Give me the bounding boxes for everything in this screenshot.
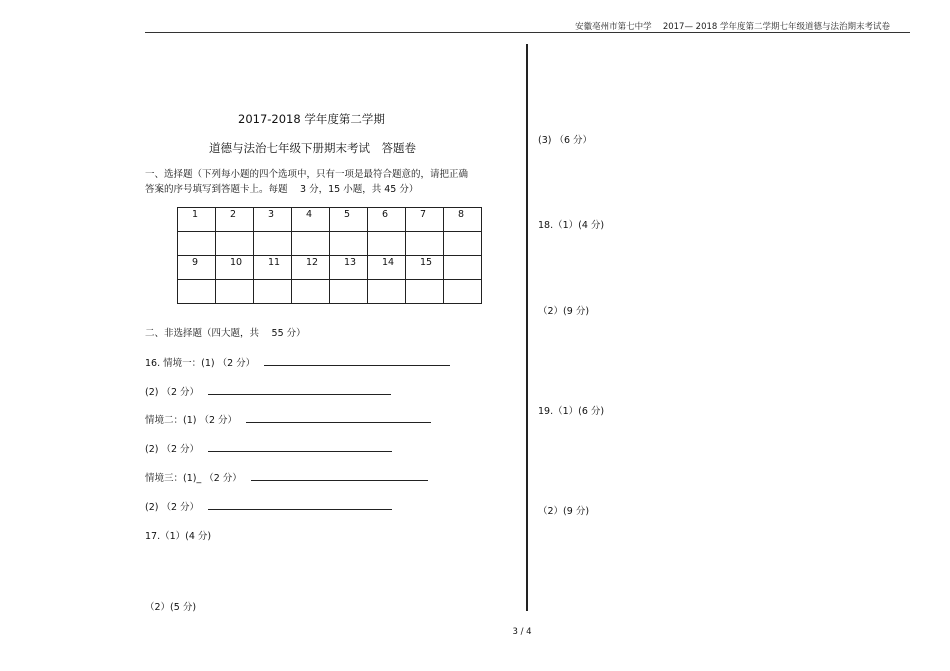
answer-grid-cell-label: 13 — [330, 256, 368, 280]
answer-grid-cell-blank — [292, 280, 330, 304]
answer-grid-cell-label: 12 — [292, 256, 330, 280]
answer-grid-answer-row — [178, 232, 482, 256]
answer-grid-number-row — [178, 208, 482, 232]
answer-grid-cell-label: 8 — [444, 208, 482, 232]
q17-part2: （2）(5 分) — [145, 602, 197, 613]
answer-grid-cell-blank — [216, 280, 254, 304]
q16-scenario1-part2-label: (2) （2 分） — [145, 387, 200, 398]
answer-blank-line — [246, 412, 431, 423]
answer-grid-cell-label: 6 — [368, 208, 406, 232]
q16-scenario2-part1 — [145, 412, 431, 426]
section1-instructions-line2: 答案的序号填写到答题卡上。每题 3 分，15 小题，共 45 分） — [145, 184, 419, 195]
answer-grid-cell-label: 7 — [406, 208, 444, 232]
section2-heading: 二、非选择题（四大题，共 55 分） — [145, 328, 306, 339]
q16-scenario1-part1 — [145, 355, 450, 369]
answer-grid-cell-label — [444, 256, 482, 280]
answer-grid-cell-label: 9 — [178, 256, 216, 280]
page-number: 3 / 4 — [512, 627, 532, 637]
answer-grid-answer-row — [178, 280, 482, 304]
q16-scenario2-part2 — [145, 441, 392, 455]
answer-grid-cell-blank — [368, 280, 406, 304]
q16-scenario2-part2-label: (2) （2 分） — [145, 444, 200, 455]
answer-grid-cell-blank — [406, 232, 444, 256]
q19-part2: （2）(9 分) — [538, 506, 590, 517]
answer-grid-cell-label: 11 — [254, 256, 292, 280]
answer-grid-number-row — [178, 256, 482, 280]
answer-blank-line — [208, 441, 392, 452]
answer-blank-line — [208, 384, 391, 395]
answer-blank-line — [208, 499, 392, 510]
answer-grid-cell-label: 5 — [330, 208, 368, 232]
answer-grid-cell-label: 2 — [216, 208, 254, 232]
answer-grid-cell-blank — [368, 232, 406, 256]
section1-instructions-line1: 一、选择题（下列每小题的四个选项中，只有一项是最符合题意的，请把正确 — [145, 169, 469, 180]
answer-grid-cell-label: 10 — [216, 256, 254, 280]
answer-grid-cell-blank — [216, 232, 254, 256]
answer-grid-cell-label: 4 — [292, 208, 330, 232]
q18-part2: （2）(9 分) — [538, 306, 590, 317]
answer-grid-cell-label: 14 — [368, 256, 406, 280]
answer-blank-line — [264, 355, 450, 366]
answer-grid-cell-blank — [406, 280, 444, 304]
q16-scenario1-part1-label: 16. 情境一：(1) （2 分） — [145, 358, 256, 369]
q16-scenario2-part1-label: 情境二：(1) （2 分） — [145, 415, 238, 426]
q18-part1: 18.（1）(4 分) — [538, 220, 605, 231]
page-header: 安徽亳州市第七中学 2017— 2018 学年度第二学期七年级道德与法治期末考试卷 — [575, 22, 890, 32]
answer-blank-line — [251, 470, 428, 481]
q16-scenario3-part1 — [145, 470, 428, 484]
answer-grid-cell-blank — [444, 280, 482, 304]
header-rule — [145, 32, 910, 33]
column-divider — [526, 44, 528, 611]
answer-grid-cell-blank — [292, 232, 330, 256]
answer-grid-cell-label: 1 — [178, 208, 216, 232]
q17-part1: 17.（1）(4 分) — [145, 531, 212, 542]
q16-scenario3-part1-label: 情境三：(1)_ （2 分） — [145, 473, 242, 484]
answer-grid-cell-blank — [254, 280, 292, 304]
q17-part3: (3) （6 分） — [538, 135, 593, 146]
answer-grid-cell-blank — [254, 232, 292, 256]
exam-title-subject: 道德与法治七年级下册期末考试 答题卷 — [209, 141, 416, 155]
answer-grid-cell-blank — [330, 280, 368, 304]
answer-grid-cell-blank — [178, 232, 216, 256]
exam-title-year: 2017-2018 学年度第二学期 — [238, 112, 385, 126]
answer-grid-cell-label: 3 — [254, 208, 292, 232]
q16-scenario1-part2 — [145, 384, 391, 398]
answer-grid-cell-blank — [330, 232, 368, 256]
answer-grid-cell-blank — [444, 232, 482, 256]
q16-scenario3-part2-label: (2) （2 分） — [145, 502, 200, 513]
q19-part1: 19.（1）(6 分) — [538, 406, 605, 417]
q16-scenario3-part2 — [145, 499, 392, 513]
answer-grid-cell-label: 15 — [406, 256, 444, 280]
answer-card-grid — [177, 207, 482, 304]
answer-grid-cell-blank — [178, 280, 216, 304]
